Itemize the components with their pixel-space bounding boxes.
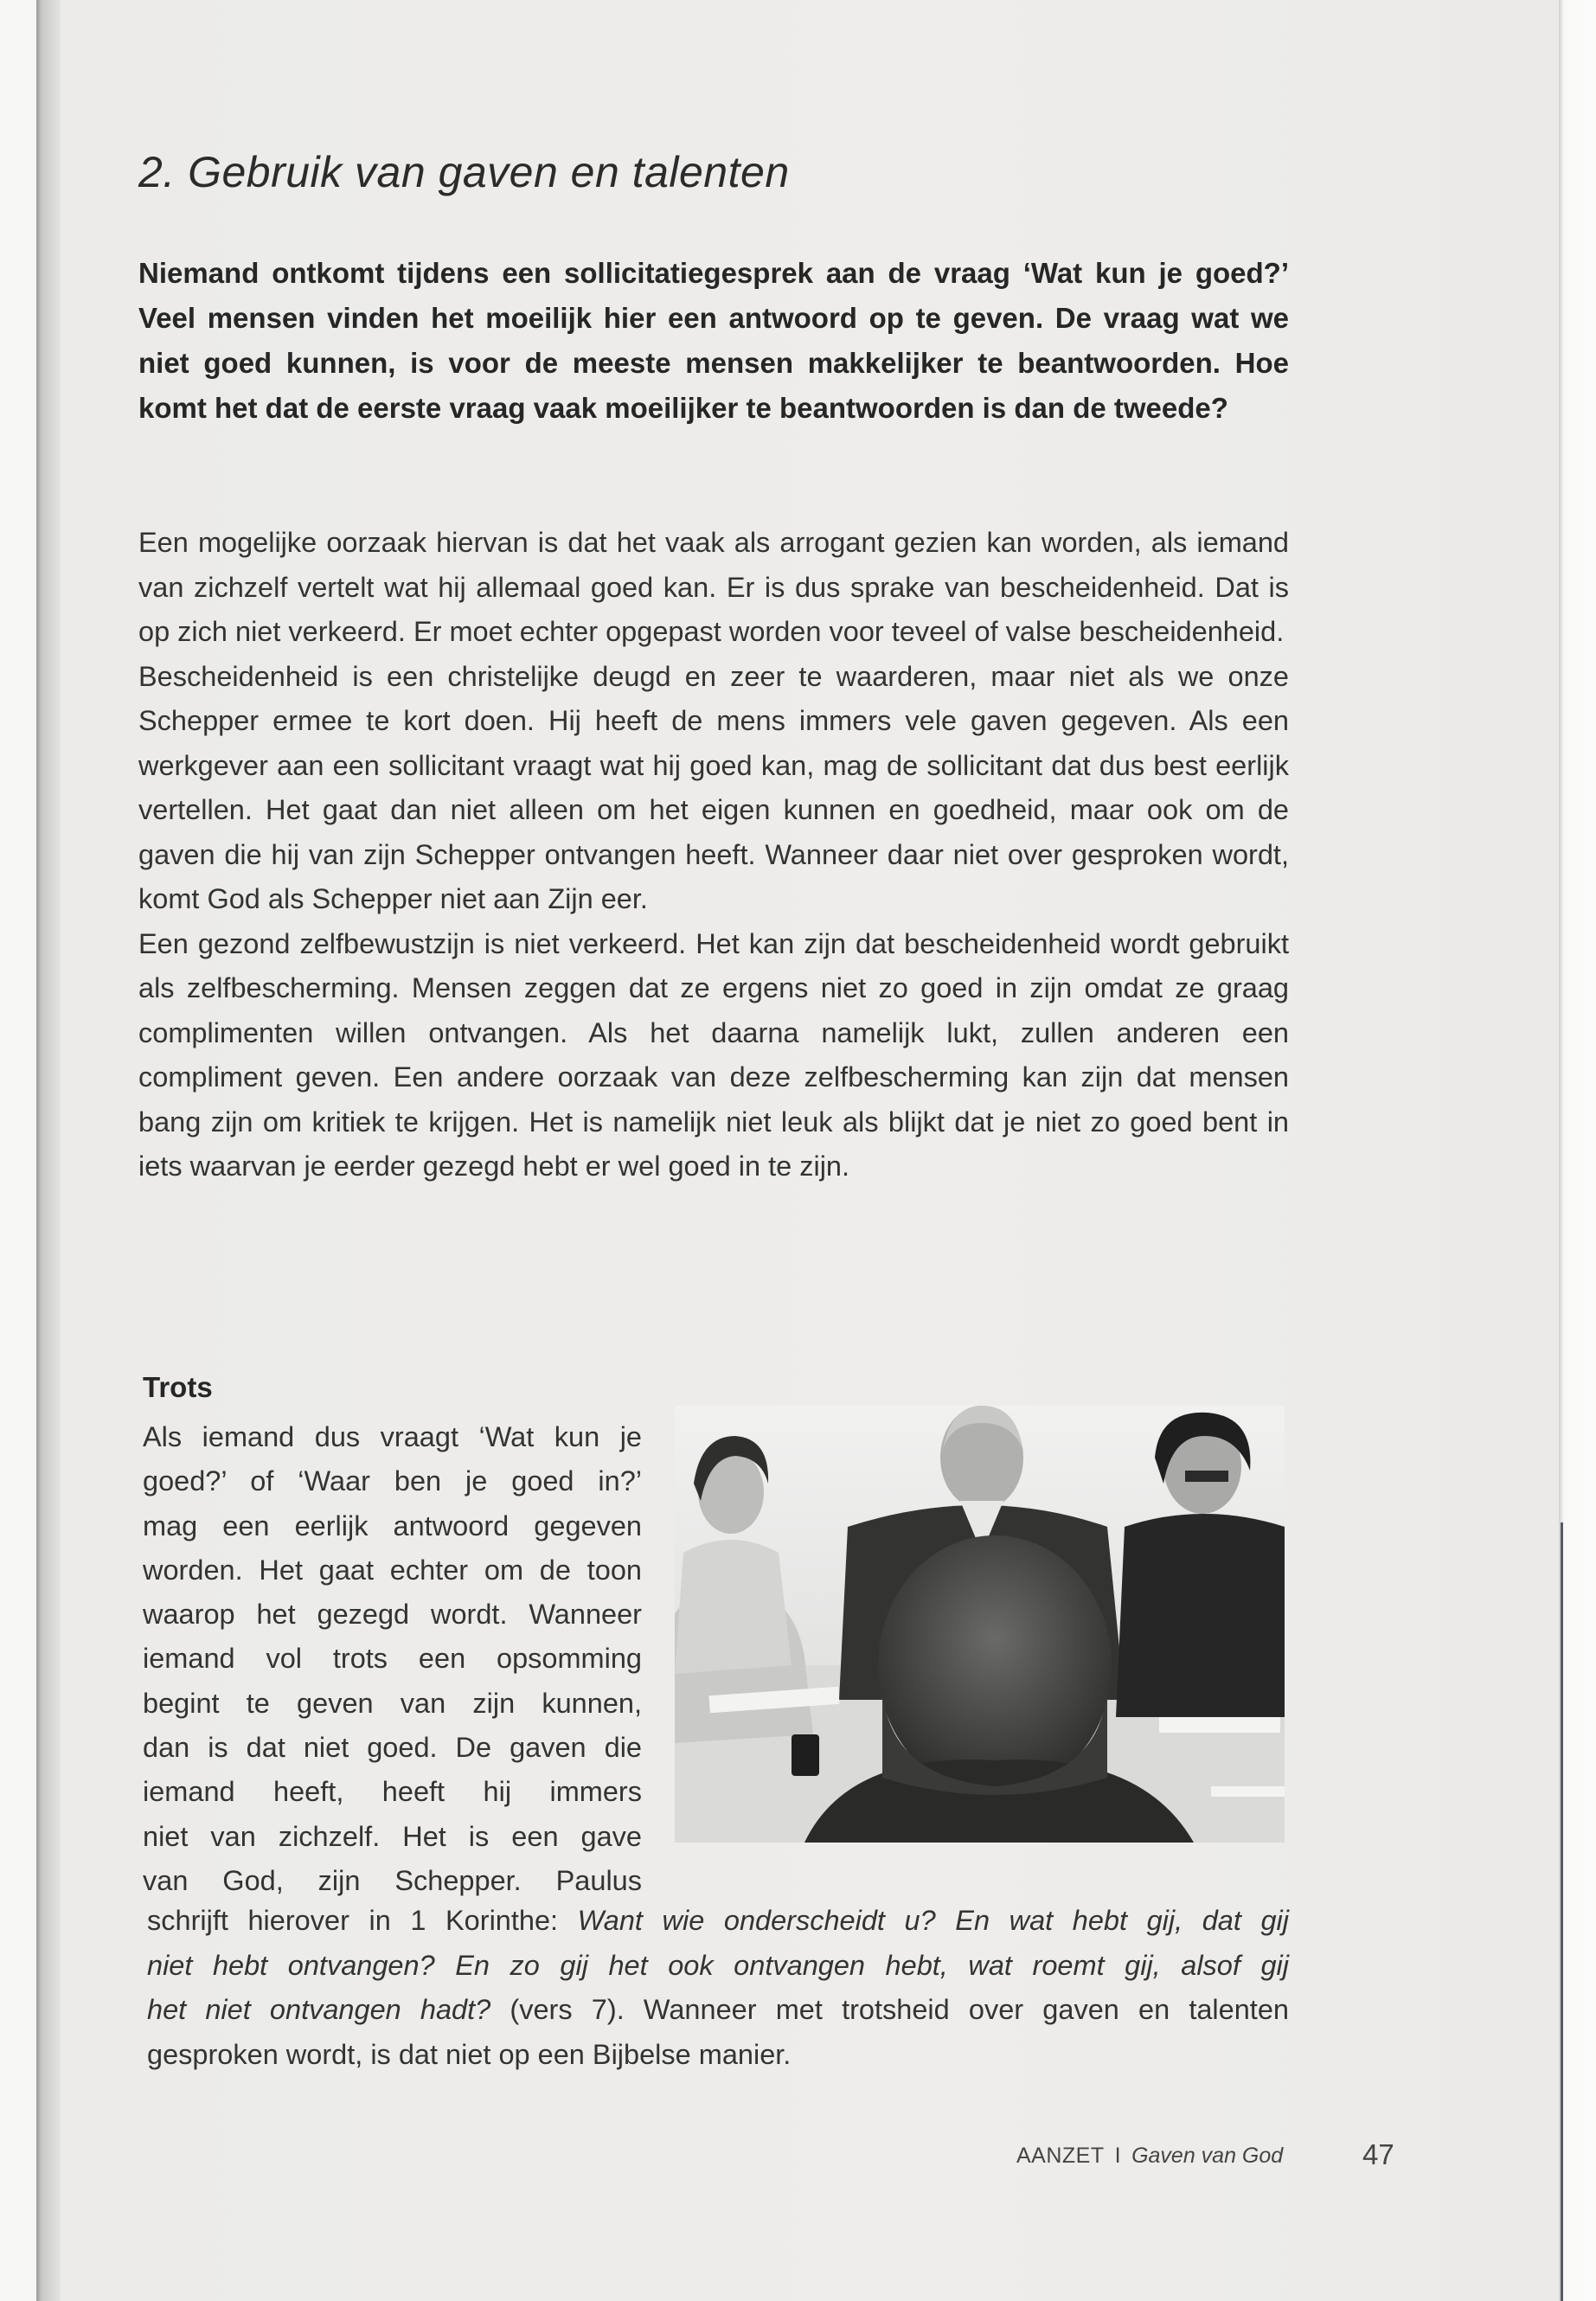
section-heading: 2. Gebruik van gaven en talenten	[138, 148, 790, 196]
body-paragraph-1: Een mogelijke oorzaak hiervan is dat het vaak als arrogant gezien kan worden, als iemand van zichzelf vertelt wat hij allemaal goed kan. Er is dus sprake van bescheidenheid. Dat is op zich niet verkeerd. Er moet echter opgepast worden voor teveel of valse bescheidenheid.	[138, 527, 1289, 647]
book-spine-shadow	[36, 0, 61, 2301]
body-paragraph-3: Een gezond zelfbewustzijn is niet verkeerd. Het kan zijn dat bescheidenheid wordt gebruikt als zelfbescherming. Mensen zeggen dat ze ergens niet zo goed in zijn omdat ze graag complimenten willen ontvangen. Als het daarna namelijk lukt, zullen anderen een compliment geven. Een andere oorzaak van deze zelfbescherming kan zijn dat mensen bang zijn om kritiek te krijgen. Het is namelijk niet leuk als blijkt dat je niet zo goed bent in iets waarvan je eerder gezegd hebt er wel goed in te zijn.	[138, 927, 1289, 1182]
trots-cont-line-3	[147, 1988, 1289, 2033]
footer-series: AANZET	[1016, 2144, 1105, 2168]
footer-chapter: Gaven van God	[1131, 2144, 1284, 2168]
page-right-edge	[1559, 0, 1596, 2301]
running-footer	[1016, 2144, 1283, 2169]
trots-line: waarop het gezegd wordt. Wanneer	[143, 1599, 642, 1631]
bible-quote: Want wie onderscheidt u? En wat hebt gij, dat gij	[577, 1905, 1289, 1936]
trots-cont-line-1	[147, 1899, 1289, 1944]
subheading-trots: Trots	[143, 1371, 213, 1403]
trots-line: begint te geven van zijn kunnen,	[143, 1687, 642, 1719]
trots-line: van God, zijn Schepper. Paulus	[143, 1864, 642, 1896]
trots-plain-text: (vers 7). Wanneer met trotsheid over gaven en talenten	[490, 1994, 1289, 2025]
intro-paragraph: Niemand ontkomt tijdens een sollicitatiegesprek aan de vraag ‘Wat kun je goed?’ Veel mensen vinden het moeilijk hier een antwoord op te geven. De vraag wat we niet goed kunnen, is voor de meeste mensen makkelijker te beantwoorden. Hoe komt het dat de eerste vraag vaak moeilijker te beantwoorden is dan de tweede?	[138, 257, 1289, 424]
page-number: 47	[1362, 2138, 1394, 2170]
bible-quote: het niet ontvangen hadt?	[147, 1994, 491, 2025]
trots-line: goed?’ of ‘Waar ben je goed in?’	[143, 1465, 642, 1497]
footer-separator: I	[1114, 2144, 1122, 2168]
trots-plain-text: schrijft hierover in 1 Korinthe:	[147, 1905, 578, 1936]
trots-plain-text: gesproken wordt, is dat niet op een Bijbelse manier.	[147, 2038, 792, 2070]
trots-continuation	[147, 1899, 1289, 2077]
trots-cont-line-2	[147, 1944, 1289, 1989]
trots-line: mag een eerlijk antwoord gegeven	[143, 1509, 642, 1541]
body-paragraph-2: Bescheidenheid is een christelijke deugd en zeer te waarderen, maar niet als we onze Schepper ermee te kort doen. Hij heeft de mens immers vele gaven gegeven. Als een werkgever aan een sollicitant vraagt wat hij goed kan, mag de sollicitant dat dus best eerlijk vertellen. Het gaat dan niet alleen om het eigen kunnen en goedheid, maar ook om de gaven die hij van zijn Schepper ontvangen heeft. Wanneer daar niet over gesproken wordt, komt God als Schepper niet aan Zijn eer.	[138, 660, 1289, 914]
trots-cont-line-4	[147, 2033, 1289, 2078]
edge-line	[1561, 1522, 1563, 2301]
trots-line: Als iemand dus vraagt ‘Wat kun je	[143, 1421, 642, 1452]
trots-column-text	[143, 1415, 642, 1903]
bible-quote: niet hebt ontvangen? En zo gij het ook ontvangen hebt, wat roemt gij, alsof gij	[147, 1949, 1289, 1981]
trots-line: iemand vol trots een opsomming	[143, 1643, 642, 1675]
body-text	[138, 521, 1289, 1189]
interview-illustration	[675, 1406, 1285, 1843]
trots-line: dan is dat niet goed. De gaven die	[143, 1732, 642, 1764]
job-interview-photo	[675, 1406, 1285, 1843]
trots-line: niet van zichzelf. Het is een gave	[143, 1820, 642, 1852]
trots-line: worden. Het gaat echter om de toon	[143, 1554, 642, 1586]
trots-line: iemand heeft, heeft hij immers	[143, 1776, 642, 1808]
